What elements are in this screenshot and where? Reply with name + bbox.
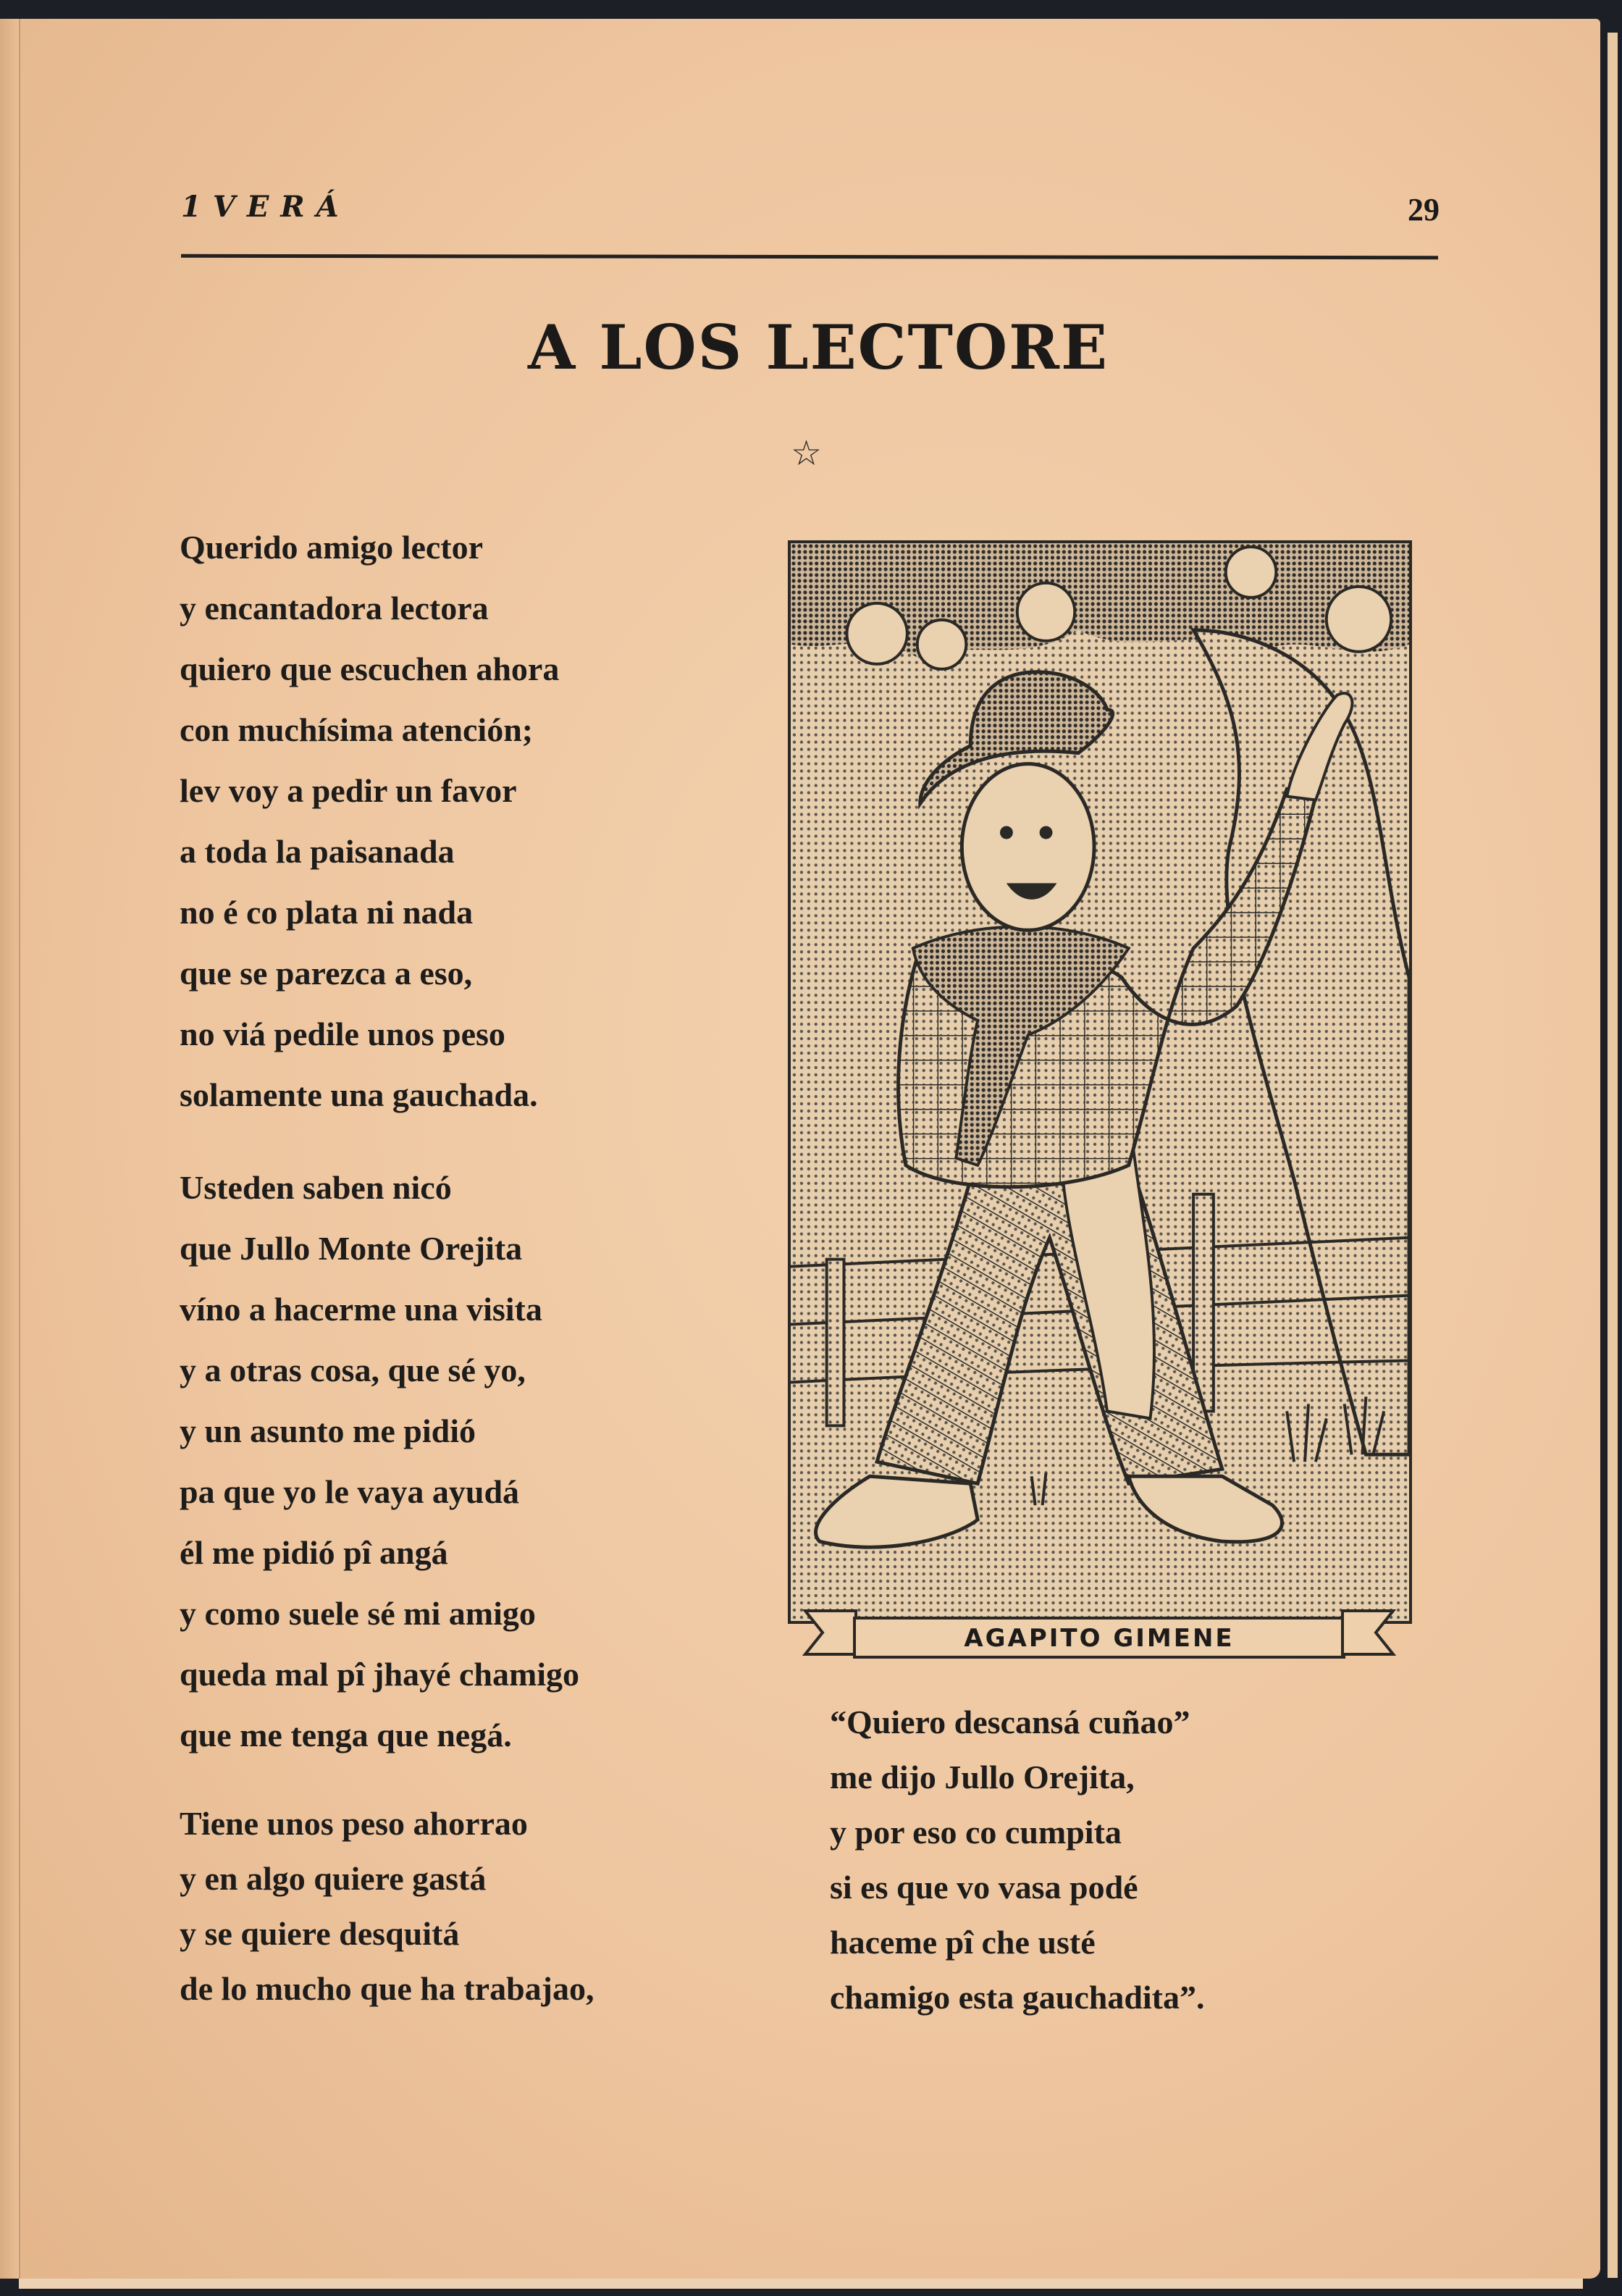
verse-line: Tiene unos peso ahorrao bbox=[180, 1805, 528, 1842]
verse-line: a toda la paisanada bbox=[180, 833, 455, 870]
stanza-4 bbox=[830, 1695, 1205, 2025]
verse-line: y se quiere desquitá bbox=[180, 1915, 460, 1952]
verse-line: de lo mucho que ha trabajao, bbox=[180, 1970, 594, 2007]
verse-line: que Jullo Monte Orejita bbox=[180, 1230, 523, 1267]
verse-line: quiero que escuchen ahora bbox=[180, 650, 560, 687]
running-head: 1VERÁ bbox=[181, 190, 350, 224]
verse-line: que me tenga que negá. bbox=[180, 1717, 512, 1754]
verse-line: solamente una gauchada. bbox=[180, 1076, 538, 1113]
verse-line: y por eso co cumpita bbox=[830, 1814, 1122, 1851]
boy-face bbox=[962, 764, 1094, 931]
underlying-page-edge-bottom bbox=[19, 2279, 1583, 2289]
verse-line: y en algo quiere gastá bbox=[180, 1860, 487, 1897]
boy-eye-right bbox=[1040, 826, 1053, 839]
illustration-gaucho-boy bbox=[788, 540, 1412, 1624]
ribbon-left-icon bbox=[802, 1608, 860, 1659]
verse-line: con muchísima atención; bbox=[180, 711, 534, 748]
verse-line: “Quiero descansá cuñao” bbox=[830, 1704, 1190, 1740]
caption-banner bbox=[802, 1608, 1396, 1673]
verse-line: que se parezca a eso, bbox=[180, 955, 473, 992]
verse-line: y a otras cosa, que sé yo, bbox=[180, 1352, 526, 1388]
verse-line: haceme pî che usté bbox=[830, 1924, 1096, 1961]
stanza-2 bbox=[180, 1157, 579, 1766]
article-title: A LOS LECTORE bbox=[527, 311, 1109, 383]
verse-line: si es que vo vasa podé bbox=[830, 1869, 1138, 1906]
verse-line: me dijo Jullo Orejita, bbox=[830, 1759, 1135, 1796]
page-number: 29 bbox=[1408, 192, 1440, 227]
illustration-drawing bbox=[791, 543, 1409, 1621]
illustration-caption: AGAPITO GIMENE bbox=[853, 1617, 1345, 1659]
star-ornament-icon: ☆ bbox=[791, 433, 823, 474]
verse-line: y encantadora lectora bbox=[180, 590, 489, 627]
verse-line: chamigo esta gauchadita”. bbox=[830, 1979, 1205, 2016]
verse-line: Usteden saben nicó bbox=[180, 1169, 452, 1206]
verse-line: él me pidió pî angá bbox=[180, 1534, 448, 1571]
verse-line: no é co plata ni nada bbox=[180, 894, 474, 931]
verse-line: víno a hacerme una visita bbox=[180, 1291, 542, 1328]
verse-line: Querido amigo lector bbox=[180, 529, 484, 566]
boy-eye-left bbox=[1000, 826, 1013, 839]
stanza-1 bbox=[180, 517, 559, 1126]
verse-line: no viá pedile unos peso bbox=[180, 1015, 505, 1052]
verse-line: y como suele sé mi amigo bbox=[180, 1595, 536, 1632]
stanza-3 bbox=[180, 1796, 594, 2016]
ribbon-right-icon bbox=[1338, 1608, 1396, 1659]
verse-line: pa que yo le vaya ayudá bbox=[180, 1473, 520, 1510]
verse-line: lev voy a pedir un favor bbox=[180, 772, 517, 809]
verse-line: queda mal pî jhayé chamigo bbox=[180, 1656, 580, 1693]
verse-line: y un asunto me pidió bbox=[180, 1412, 476, 1449]
